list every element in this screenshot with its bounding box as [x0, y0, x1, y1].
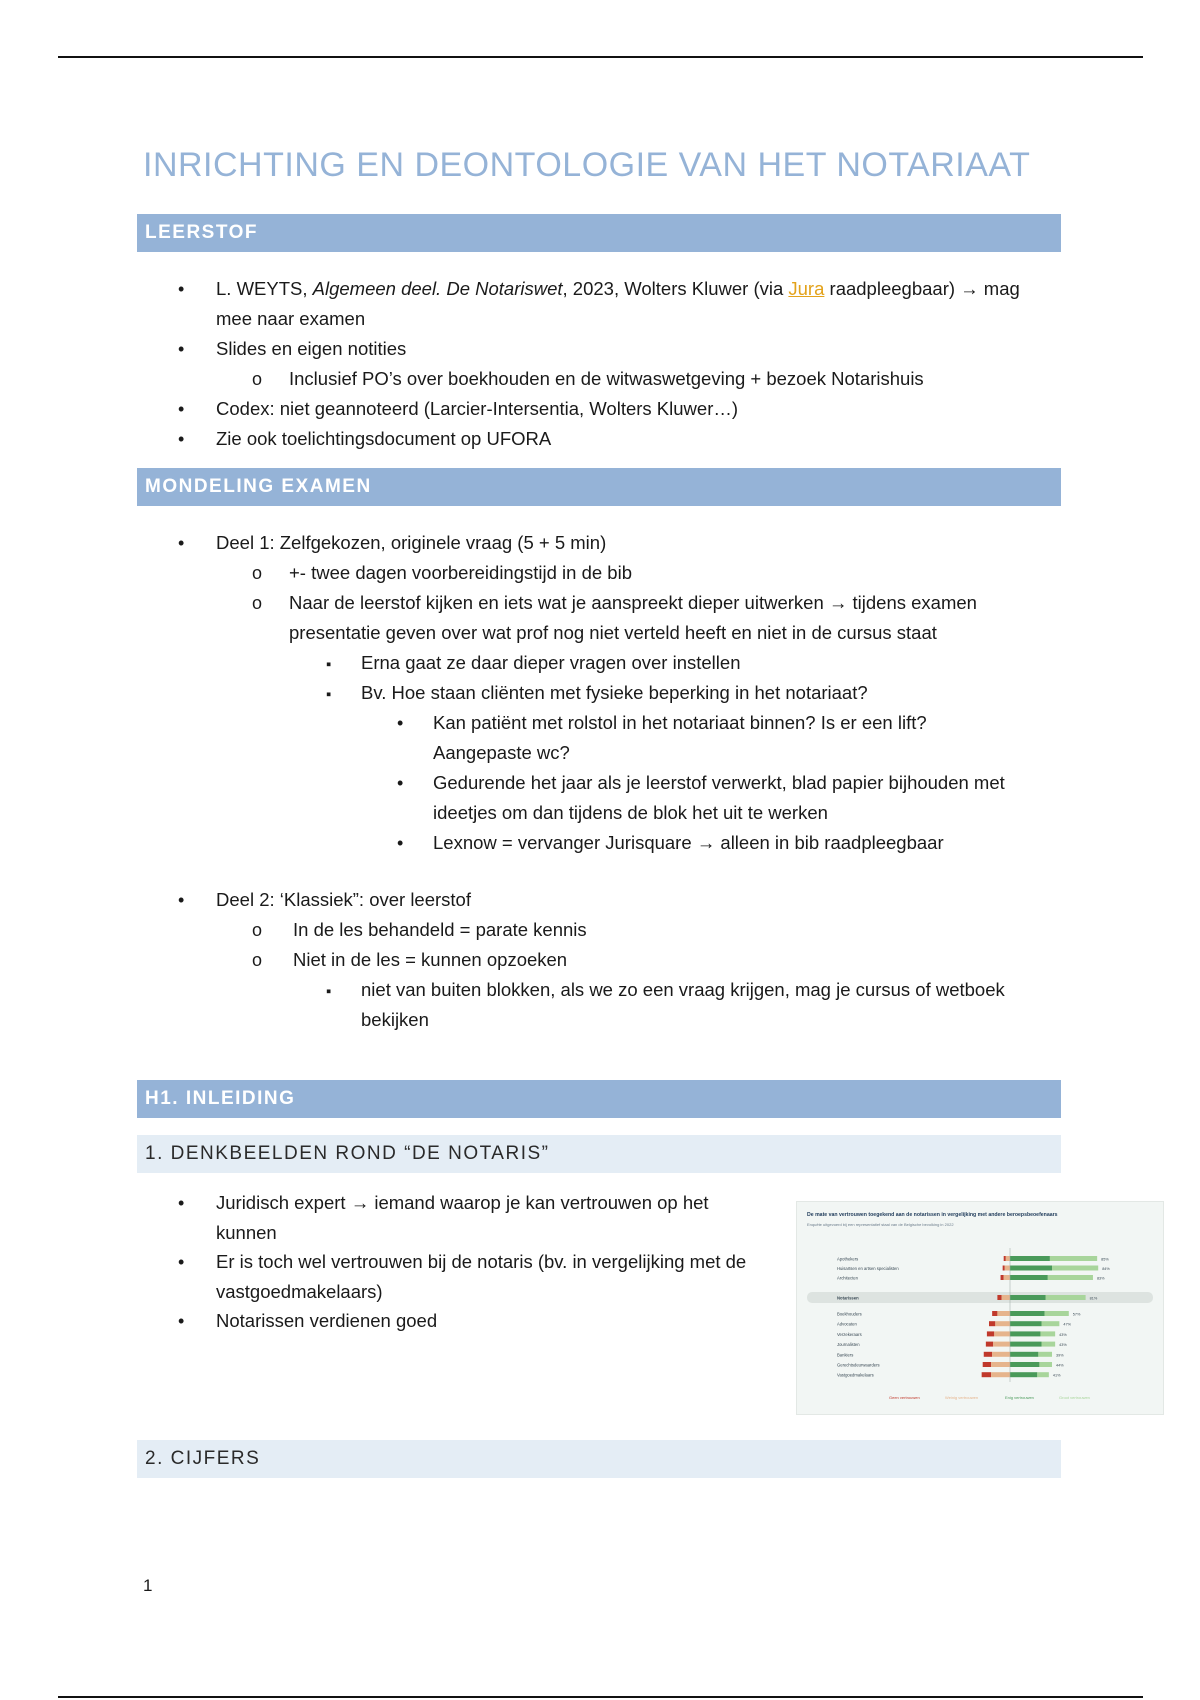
chart-data-label: 43%: [1059, 1332, 1067, 1337]
chart-bar-segment: [1010, 1295, 1046, 1300]
list-item: Zie ook toelichtingsdocument op UFORA: [216, 428, 552, 449]
chart-category-label: Vastgoedmakelaars: [837, 1372, 874, 1378]
bullet: [178, 394, 184, 424]
book-title: Algemeen deel. De Notariswet: [312, 278, 563, 299]
bullet: [252, 558, 262, 588]
list-item: In de les behandeld = parate kennis: [293, 919, 587, 940]
chart-bar-segment: [1046, 1295, 1086, 1300]
chart-data-label: 47%: [1063, 1322, 1071, 1327]
chart-bar-segment: [1039, 1362, 1052, 1367]
chart-bar-segment: [986, 1342, 993, 1347]
bullet: [178, 334, 184, 364]
footer-rule: [58, 1696, 1143, 1698]
chart-data-label: 85%: [1101, 1257, 1109, 1262]
chart-category-label: Bankiers: [837, 1352, 854, 1358]
list-item: +- twee dagen voorbereidingstijd in de bib: [289, 562, 632, 583]
chart-bar-segment: [1010, 1331, 1040, 1336]
chart-bar-segment: [993, 1342, 1010, 1347]
page-number: 1: [143, 1576, 153, 1595]
text: raadpleegbaar) → mag: [824, 278, 1020, 299]
chart-bar-segment: [987, 1331, 994, 1336]
chart-bar-segment: [1010, 1275, 1048, 1280]
text: L. WEYTS,: [216, 278, 313, 299]
bullet: [326, 678, 331, 710]
bullet: [397, 708, 403, 738]
list-item: Er is toch wel vertrouwen bij de notaris (bv. in vergelijking met de: [216, 1251, 747, 1272]
chart-bar-segment: [984, 1352, 992, 1357]
list-item: Bv. Hoe staan cliënten met fysieke beperking in het notariaat?: [361, 682, 868, 703]
chart-bar-segment: [1048, 1275, 1093, 1280]
chart-data-label: 43%: [1059, 1343, 1067, 1348]
chart-bar-segment: [992, 1352, 1010, 1357]
chart-bar-segment: [994, 1331, 1010, 1336]
bullet: [178, 424, 184, 454]
chart-bar-segment: [1004, 1275, 1010, 1280]
bullet: [178, 1188, 184, 1218]
chart-bar-segment: [1004, 1256, 1006, 1261]
list-item: Inclusief PO’s over boekhouden en de witwaswetgeving + bezoek Notarishuis: [289, 368, 924, 389]
list-item: Deel 1: Zelfgekozen, originele vraag (5 + 5 min): [216, 532, 607, 553]
chart-bar-segment: [1042, 1342, 1056, 1347]
chart-legend-entry: Groot vertrouwen: [1059, 1395, 1090, 1400]
bullet: [397, 828, 403, 858]
chart-bar-segment: [1005, 1266, 1010, 1271]
chart-subtitle: Enquête uitgevoerd bij een representatief staal van de Belgische bevolking in 2022: [807, 1222, 954, 1227]
bullet: [178, 528, 184, 558]
chart-bar-segment: [1010, 1372, 1037, 1377]
chart-bar-segment: [1003, 1266, 1005, 1271]
subsection-cijfers: 2. CIJFERS: [137, 1440, 1061, 1478]
chart-bar-segment: [1040, 1331, 1055, 1336]
chart-bar-segment: [1045, 1311, 1069, 1316]
list-item-continued: presentatie geven over wat prof nog niet verteld heeft en niet in de cursus staat: [289, 622, 937, 643]
chart-legend-entry: Geen vertrouwen: [889, 1395, 920, 1400]
chart-bar-segment: [1010, 1256, 1050, 1261]
list-item: Slides en eigen notities: [216, 338, 407, 359]
list-item: Kan patiënt met rolstol in het notariaat binnen? Is er een lift?: [433, 712, 927, 733]
list-item-continued: vastgoedmakelaars): [216, 1281, 383, 1302]
list-item-continued: ideetjes om dan tijdens de blok het uit te werken: [433, 802, 828, 823]
chart-bar-segment: [982, 1372, 991, 1377]
chart-legend-entry: Enig vertrouwen: [1005, 1395, 1034, 1400]
chart-category-label: Architecten: [837, 1275, 858, 1281]
bullet: [252, 588, 262, 618]
section-mondeling-examen: MONDELING EXAMEN: [137, 468, 1061, 506]
chart-legend-entry: Weinig vertrouwen: [945, 1395, 979, 1400]
list-item-continued: kunnen: [216, 1222, 277, 1243]
list-item: Niet in de les = kunnen opzoeken: [293, 949, 568, 970]
chart-bar-segment: [1010, 1342, 1042, 1347]
chart-bar-segment: [1037, 1372, 1049, 1377]
list-item: [216, 274, 1020, 304]
chart-bar-segment: [995, 1321, 1010, 1326]
bullet: [178, 885, 184, 915]
chart-bar-segment: [997, 1295, 1001, 1300]
chart-bar-segment: [997, 1311, 1010, 1316]
chart-bar-segment: [1010, 1321, 1042, 1326]
bullet: [178, 1306, 184, 1336]
chart-bar-segment: [1010, 1352, 1038, 1357]
chart-data-label: 83%: [1096, 1276, 1105, 1281]
chart-category-label: Notarissen: [837, 1295, 859, 1301]
subsection-denkbeelden: 1. DENKBEELDEN ROND “DE NOTARIS”: [137, 1135, 1061, 1173]
chart-bar-segment: [1002, 1295, 1010, 1300]
list-item: Gedurende het jaar als je leerstof verwerkt, blad papier bijhouden met: [433, 772, 1005, 793]
chart-bar-segment: [991, 1372, 1010, 1377]
chart-data-label: 81%: [1089, 1296, 1098, 1301]
chart-bar-segment: [983, 1362, 991, 1367]
chart-category-label: Huisartsen en artsen specialisten: [837, 1266, 899, 1271]
bullet: [178, 274, 184, 304]
header-rule: [58, 56, 1143, 58]
bullet: [252, 915, 262, 945]
text: , 2023, Wolters Kluwer (via: [562, 278, 789, 299]
list-item: Notarissen verdienen goed: [216, 1310, 438, 1331]
list-item: Codex: niet geannoteerd (Larcier-Intersentia, Wolters Kluwer…): [216, 398, 739, 419]
list-item: Juridisch expert → iemand waarop je kan vertrouwen op het: [216, 1192, 709, 1213]
list-item: Lexnow = vervanger Jurisquare → alleen in bib raadpleegbaar: [433, 832, 944, 853]
bullet: [397, 768, 403, 798]
chart-bar-segment: [1010, 1362, 1039, 1367]
chart-bar-segment: [1010, 1311, 1045, 1316]
chart-bar-segment: [992, 1311, 997, 1316]
list-item-continued: Aangepaste wc?: [433, 742, 570, 763]
chart-data-label: 84%: [1102, 1267, 1110, 1271]
page-title: INRICHTING EN DEONTOLOGIE VAN HET NOTARIAAT: [143, 146, 1031, 184]
chart-data-label: 57%: [1072, 1312, 1081, 1317]
chart-title: De mate van vertrouwen toegekend aan de notarissen in vergelijking met andere beroepsbeoefenaars: [807, 1212, 1058, 1218]
chart-data-label: 39%: [1056, 1353, 1064, 1358]
list-item: Erna gaat ze daar dieper vragen over instellen: [361, 652, 741, 673]
list-item-continued: mee naar examen: [216, 308, 366, 329]
chart-bar-segment: [1006, 1256, 1010, 1261]
bullet: [326, 975, 331, 1007]
chart-bar-segment: [991, 1362, 1010, 1367]
chart-bar-segment: [1038, 1352, 1052, 1357]
chart-category-label: Boekhouders: [837, 1311, 862, 1317]
jura-link[interactable]: Jura: [788, 278, 825, 299]
chart-category-label: Advocaten: [837, 1321, 857, 1327]
chart-data-label: 41%: [1052, 1373, 1061, 1378]
bullet: [326, 648, 331, 680]
chart-bar-segment: [1052, 1266, 1098, 1271]
chart-bar-segment: [1042, 1321, 1060, 1326]
chart-highlight-row: [807, 1292, 1153, 1303]
chart-category-label: Journalisten: [837, 1342, 860, 1348]
chart-data-label: 44%: [1056, 1363, 1064, 1368]
chart-category-label: Apothekers: [837, 1256, 859, 1262]
list-item: Naar de leerstof kijken en iets wat je aanspreekt dieper uitwerken → tijdens examen: [289, 592, 977, 613]
list-item: Deel 2: ‘Klassiek”: over leerstof: [216, 889, 471, 910]
bullet: [178, 1247, 184, 1277]
list-item: niet van buiten blokken, als we zo een vraag krijgen, mag je cursus of wetboek: [361, 979, 1005, 1000]
chart-bar-segment: [1010, 1266, 1052, 1271]
section-h1-inleiding: H1. INLEIDING: [137, 1080, 1061, 1118]
chart-category-label: Gerechtsdeurwaarders: [837, 1362, 880, 1368]
trust-chart: [796, 1201, 1164, 1415]
section-leerstof: LEERSTOF: [137, 214, 1061, 252]
bullet: [252, 364, 262, 394]
list-item-continued: bekijken: [361, 1009, 429, 1030]
chart-category-label: Verzekeraars: [837, 1331, 862, 1337]
chart-bar-segment: [1050, 1256, 1097, 1261]
chart-bar-segment: [989, 1321, 995, 1326]
bullet: [252, 945, 262, 975]
chart-bar-segment: [1001, 1275, 1004, 1280]
